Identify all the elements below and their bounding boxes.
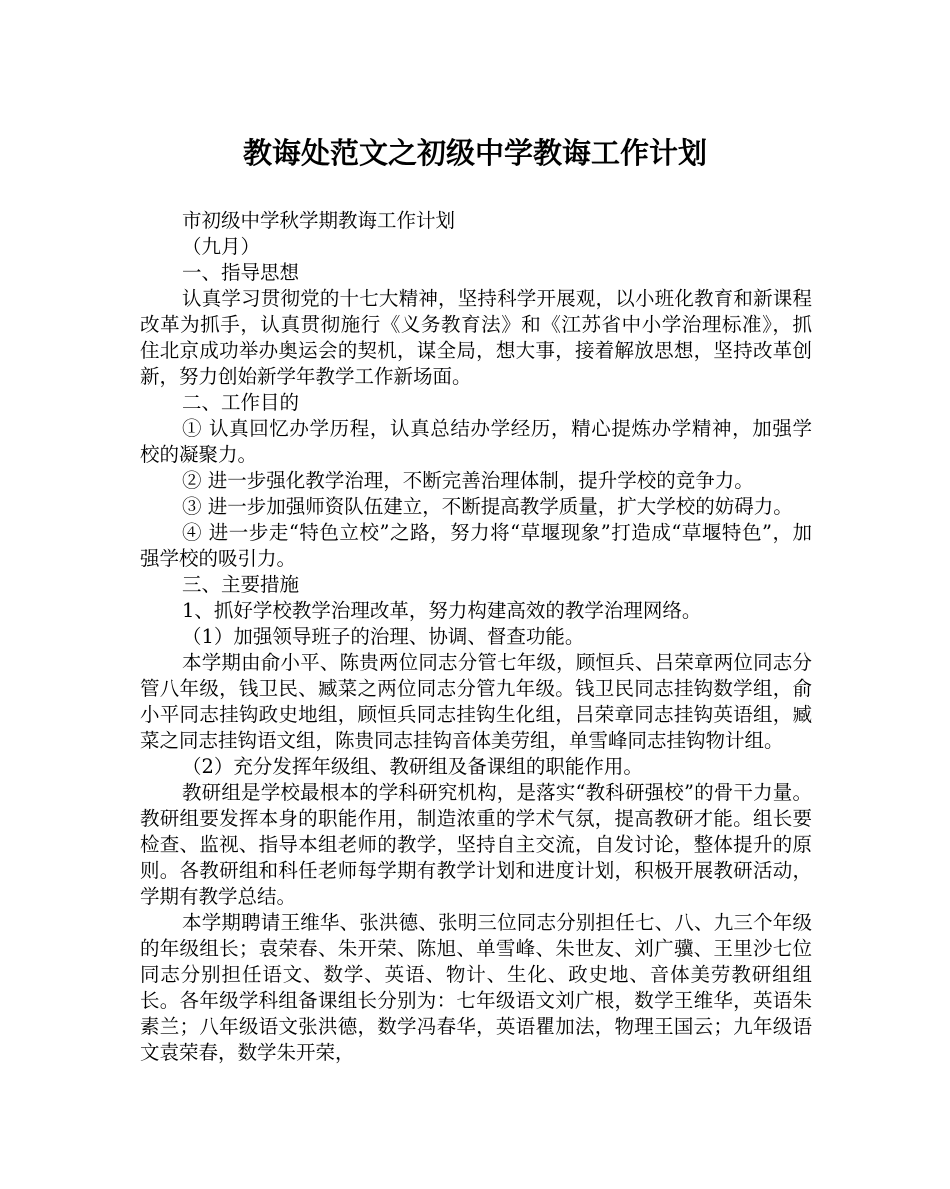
section-heading-main-measures: 三、主要措施	[182, 573, 300, 596]
document-body	[140, 208, 812, 1066]
goal-item-2: ② 进一步强化教学治理，不断完善治理体制，提升学校的竞争力。	[182, 469, 754, 492]
section-heading-guiding-ideology: 一、指导思想	[182, 261, 300, 284]
paragraph-teaching-research-groups: 教研组是学校最根本的学科研究机构，是落实“教科研强校”的骨干力量。教研组要发挥本身的职能作用，制造浓重的学术气氛，提高教研才能。组长要检查、监视、指导本组老师的教学，坚持自主交流，自发讨论，整体提升的原则。各教研组和科任老师每学期有教学计划和进度计划，积极开展教研活动，学期有教学总结。	[140, 781, 812, 908]
measure-subitem-2: （2）充分发挥年级组、教研组及备课组的职能作用。	[182, 755, 643, 778]
measure-subitem-1: （1）加强领导班子的治理、协调、督查功能。	[182, 625, 585, 648]
paragraph-group-leaders: 本学期聘请王维华、张洪德、张明三位同志分别担任七、八、九三个年级的年级组长；袁荣春、朱开荣、陈旭、单雪峰、朱世友、刘广骥、王里沙七位同志分别担任语文、数学、英语、物计、生化、政史地、音体美劳教研组组长。各年级学科组备课组长分别为：七年级语文刘广根，数学王维华，英语朱素兰；八年级语文张洪德，数学冯春华，英语瞿加法，物理王国云；九年级语文袁荣春，数学朱开荣，	[140, 911, 812, 1064]
plan-heading: 市初级中学秋学期教诲工作计划	[182, 209, 456, 232]
document-title: 教诲处范文之初级中学教诲工作计划	[242, 136, 707, 170]
plan-month: （九月）	[182, 235, 261, 258]
goal-item-4: ④ 进一步走“特色立校”之路，努力将“草堰现象”打造成“草堰特色”，加强学校的吸引力。	[140, 521, 812, 570]
goal-item-1: ① 认真回忆办学历程，认真总结办学经历，精心提炼办学精神，加强学校的凝聚力。	[140, 417, 812, 466]
paragraph-leadership-assignments: 本学期由俞小平、陈贵两位同志分管七年级，顾恒兵、吕荣章两位同志分管八年级，钱卫民、臧菜之两位同志分管九年级。钱卫民同志挂钩数学组，俞小平同志挂钩政史地组，顾恒兵同志挂钩生化组，吕荣章同志挂钩英语组，臧菜之同志挂钩语文组，陈贵同志挂钩音体美劳组，单雪峰同志挂钩物计组。	[140, 651, 812, 752]
goal-item-3: ③ 进一步加强师资队伍建立，不断提高教学质量，扩大学校的妨碍力。	[182, 495, 793, 518]
measure-item-1: 1、抓好学校教学治理改革，努力构建高效的教学治理网络。	[182, 599, 702, 622]
paragraph-guiding-ideology: 认真学习贯彻党的十七大精神，坚持科学开展观，以小班化教育和新课程改革为抓手，认真贯彻施行《义务教育法》和《江苏省中小学治理标准》，抓住北京成功举办奥运会的契机，谋全局，想大事，接着解放思想，坚持改革创新，努力创始新学年教学工作新场面。	[140, 287, 812, 388]
section-heading-work-goals: 二、工作目的	[182, 391, 300, 414]
